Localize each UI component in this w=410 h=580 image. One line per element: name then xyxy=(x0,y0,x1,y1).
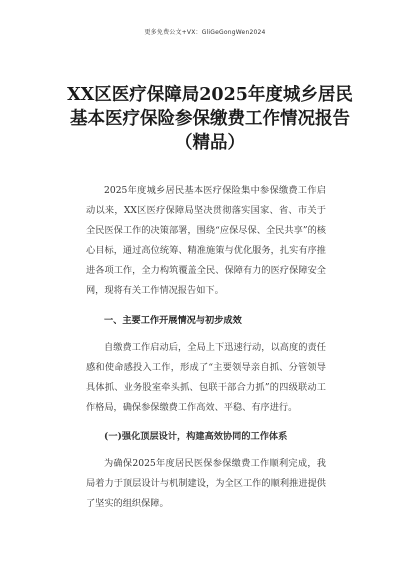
intro-paragraph: 2025年度城乡居民基本医疗保险集中参保缴费工作启动以来，XX区医疗保障局坚决贯彻落实国家、省、市关于全民医保工作的决策部署，围绕“应保尽保、全民共享”的核心目标，通过高位统筹、精准施策与优化服务，扎实有序推进各项工作，全力构筑覆盖全民、保障有力的医疗保障安全网，现将有关工作情况报告如下。 xyxy=(86,185,326,296)
subsection-1-paragraph: 为确保2025年度居民医保参保缴费工作顺利完成，我局着力于顶层设计与机制建设，为全区工作的顺利推进提供了坚实的组织保障。 xyxy=(86,458,326,509)
subsection-heading-1: (一)强化顶层设计，构建高效协同的工作体系 xyxy=(104,431,288,442)
document-title: XX区医疗保障局2025年度城乡居民基本医疗保险参保缴费工作情况报告（精品） xyxy=(67,85,353,153)
section-1-paragraph: 自缴费工作启动后，全局上下迅速行动，以高度的责任感和使命感投入工作，形成了“主要领导亲自抓、分管领导具体抓、业务股室牵头抓、包联干部合力抓”的四级联动工作格局，确保参保缴费工作高效、平稳、有序进行。 xyxy=(86,342,326,413)
header-note: 更多免费公文+VX：GliGeGongWen2024 xyxy=(144,29,266,36)
section-heading-1: 一、主要工作开展情况与初步成效 xyxy=(104,315,242,326)
